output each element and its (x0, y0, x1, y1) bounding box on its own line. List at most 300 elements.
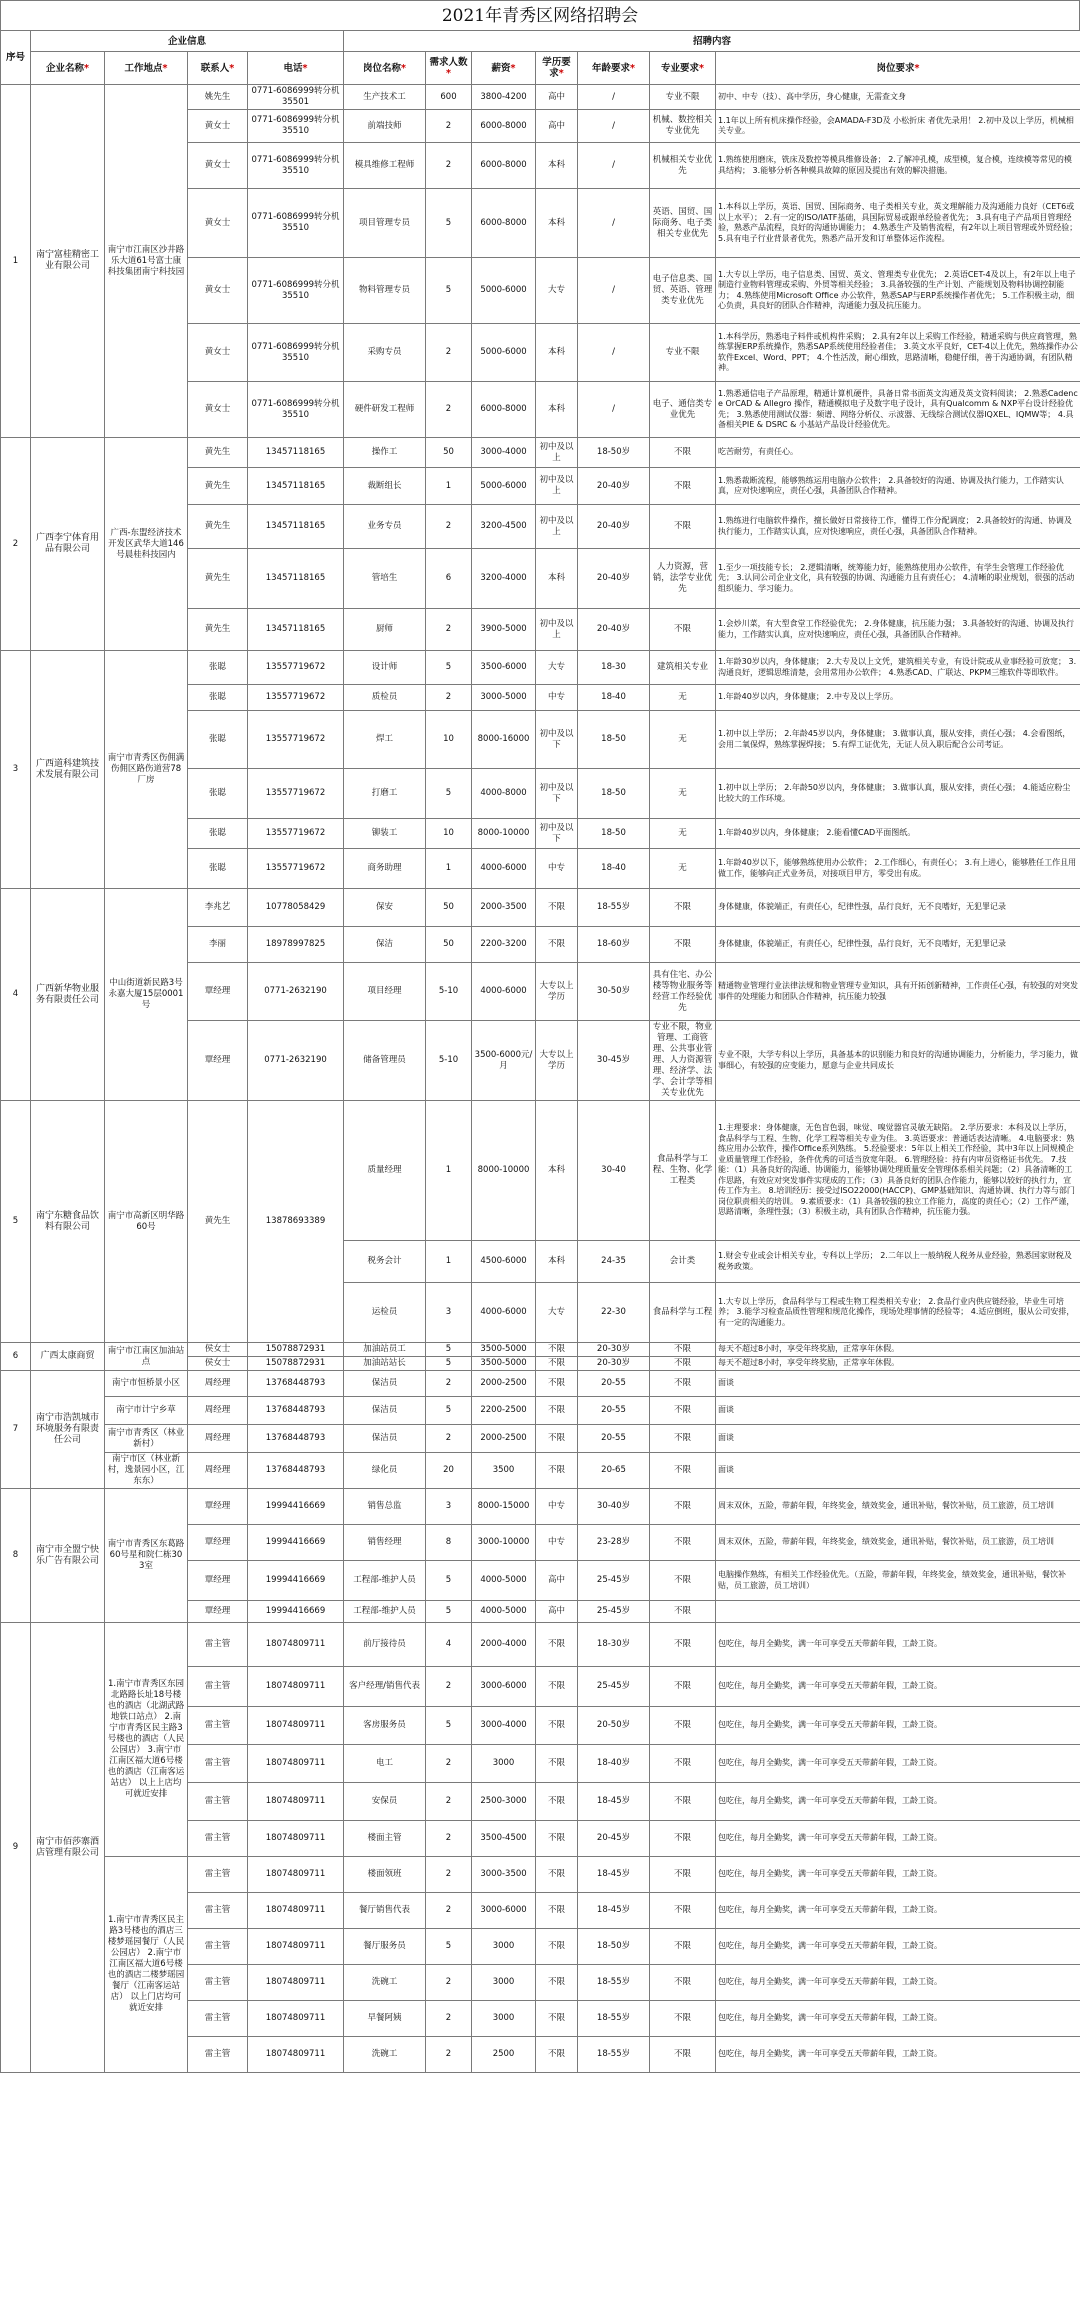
job-requirements: 身体健康，体貌端正，有责任心，纪律性强，品行良好，无不良嗜好，无犯罪记录 (716, 927, 1080, 963)
education-requirement: 高中 (536, 1561, 578, 1601)
table-row (1, 85, 1080, 110)
contact-person: 黄先生 (188, 438, 248, 468)
job-requirements: 包吃住，每月全勤奖，满一年可享受五天带薪年假，工龄工资。 (716, 1667, 1080, 1707)
contact-person: 雷主管 (188, 1745, 248, 1783)
position-name: 质量经理 (344, 1101, 426, 1241)
salary: 4000-6000 (472, 1283, 536, 1343)
job-requirements: 包吃住，每月全勤奖，满一年可享受五天带薪年假，工龄工资。 (716, 1707, 1080, 1745)
headcount: 5 (426, 1561, 472, 1601)
job-requirements: 面谈 (716, 1425, 1080, 1453)
company-name: 广西李宁体育用品有限公司 (31, 438, 105, 651)
phone-number: 13457118165 (248, 468, 344, 505)
contact-person: 周经理 (188, 1371, 248, 1397)
contact-person: 雷主管 (188, 1821, 248, 1857)
salary: 2000-4000 (472, 1623, 536, 1667)
headcount: 5 (426, 1929, 472, 1965)
phone-number: 18074809711 (248, 1623, 344, 1667)
company-name: 南宁市浩凯城市环境服务有限责任公司 (31, 1371, 105, 1489)
serial-header: 序号 (1, 31, 31, 85)
education-requirement: 高中 (536, 110, 578, 143)
contact-person: 覃经理 (188, 1561, 248, 1601)
education-requirement: 不限 (536, 1707, 578, 1745)
salary: 5000-6000 (472, 258, 536, 324)
education-requirement: 不限 (536, 1821, 578, 1857)
major-requirement: 不限 (650, 1453, 716, 1489)
phone-number: 18074809711 (248, 1707, 344, 1745)
contact-person: 周经理 (188, 1453, 248, 1489)
table-row (1, 1101, 1080, 1241)
col-requirements: 岗位要求* (716, 52, 1080, 85)
age-requirement: 18-60岁 (578, 927, 650, 963)
job-requirements: 1.会炒川菜，有大型食堂工作经验优先； 2.身体健康，抗压能力强； 3.具备较好的沟通、协调及执行能力，工作踏实认真，应对快速响应，责任心强，具备团队合作精神。 (716, 609, 1080, 651)
phone-number: 0771-6086999转分机35510 (248, 110, 344, 143)
position-name: 洗碗工 (344, 1965, 426, 2001)
col-salary: 薪资* (472, 52, 536, 85)
job-requirements: 包吃住，每月全勤奖，满一年可享受五天带薪年假，工龄工资。 (716, 2001, 1080, 2037)
age-requirement: / (578, 143, 650, 189)
salary: 3000 (472, 1745, 536, 1783)
education-requirement: 大专 (536, 1283, 578, 1343)
position-name: 楼面主管 (344, 1821, 426, 1857)
education-requirement: 大专以上学历 (536, 1021, 578, 1101)
contact-person: 黄先生 (188, 505, 248, 549)
major-requirement: 人力资源，营销，法学专业优先 (650, 549, 716, 609)
job-requirements: 吃苦耐劳，有责任心。 (716, 438, 1080, 468)
position-name: 采购专员 (344, 324, 426, 382)
phone-number: 19994416669 (248, 1601, 344, 1623)
major-requirement: 机械相关专业优先 (650, 143, 716, 189)
position-name: 裁断组长 (344, 468, 426, 505)
phone-number: 13557719672 (248, 819, 344, 849)
age-requirement: 20-30岁 (578, 1343, 650, 1357)
phone-number: 13878693389 (248, 1101, 344, 1343)
education-requirement: 初中及以上 (536, 468, 578, 505)
salary: 3000-4000 (472, 438, 536, 468)
table-row (1, 1371, 1080, 1397)
position-name: 客户经理/销售代表 (344, 1667, 426, 1707)
education-requirement: 大专以上学历 (536, 963, 578, 1021)
phone-number: 13768448793 (248, 1425, 344, 1453)
work-location: 1.南宁市青秀区民主路3号楼也的酒店三楼梦瑶园餐厅（人民公园店） 2.南宁市江南区福大道6号楼也的酒店二楼梦瑶园餐厅（江南客运站店） 以上门店均可就近安排 (105, 1857, 188, 2073)
work-location: 南宁市恒桥景小区 (105, 1371, 188, 1397)
table-row (1, 651, 1080, 685)
age-requirement: 20-55 (578, 1371, 650, 1397)
position-name: 销售总监 (344, 1489, 426, 1525)
work-location: 中山街道新民路3号永嘉大厦15层0001号 (105, 889, 188, 1101)
recruitment-table (0, 30, 1080, 2073)
education-requirement: 初中及以下 (536, 711, 578, 769)
age-requirement: 18-55岁 (578, 2001, 650, 2037)
contact-person: 雷主管 (188, 1893, 248, 1929)
age-requirement: 20-40岁 (578, 609, 650, 651)
salary: 3200-4500 (472, 505, 536, 549)
position-name: 业务专员 (344, 505, 426, 549)
position-name: 前厅接待员 (344, 1623, 426, 1667)
contact-person: 雷主管 (188, 1965, 248, 2001)
headcount: 1 (426, 849, 472, 889)
age-requirement: 18-50岁 (578, 1929, 650, 1965)
major-requirement: 英语、国贸、国际商务、电子类相关专业优先 (650, 189, 716, 258)
headcount: 50 (426, 438, 472, 468)
table-row (1, 1857, 1080, 1893)
serial-number: 9 (1, 1623, 31, 2073)
education-requirement: 本科 (536, 382, 578, 438)
serial-number: 1 (1, 85, 31, 438)
position-name: 管培生 (344, 549, 426, 609)
work-location: 南宁市计宁乡草 (105, 1397, 188, 1425)
position-name: 工程部-维护人员 (344, 1561, 426, 1601)
position-name: 焊工 (344, 711, 426, 769)
work-location: 1.南宁市青秀区东园北路路长址18号楼也的酒店（北湖武路地铁口站点） 2.南宁市青秀区民主路3号楼也的酒店（人民公园店） 3.南宁市江南区福大道6号楼也的酒店（江南客运站店） 以上上店均可就近安排 (105, 1623, 188, 1857)
col-education: 学历要求* (536, 52, 578, 85)
headcount: 50 (426, 927, 472, 963)
position-name: 运检员 (344, 1283, 426, 1343)
job-requirements: 1.初中以上学历； 2.年龄45岁以内，身体健康； 3.做事认真，服从安排，责任心强； 4.会看图纸，会用二氧保焊，熟练掌握焊接； 5.有焊工证优先，无证人员入职后配合公司考证。 (716, 711, 1080, 769)
position-name: 项目管理专员 (344, 189, 426, 258)
column-header-row (1, 52, 1080, 85)
position-name: 楼面领班 (344, 1857, 426, 1893)
contact-person: 周经理 (188, 1425, 248, 1453)
education-requirement: 不限 (536, 2001, 578, 2037)
age-requirement: 20-40岁 (578, 468, 650, 505)
job-requirements: 1.熟悉裁断流程，能够熟练运用电脑办公软件； 2.具备较好的沟通、协调及执行能力，工作踏实认真，应对快速响应，责任心强，具备团队合作精神。 (716, 468, 1080, 505)
contact-person: 覃经理 (188, 1601, 248, 1623)
headcount: 5 (426, 1707, 472, 1745)
major-requirement: 不限 (650, 1397, 716, 1425)
salary: 5000-6000 (472, 468, 536, 505)
phone-number: 13457118165 (248, 438, 344, 468)
major-requirement: 不限 (650, 1601, 716, 1623)
education-requirement: 本科 (536, 324, 578, 382)
table-row (1, 438, 1080, 468)
salary: 4000-6000 (472, 849, 536, 889)
job-requirements: 周末双休，五险，带薪年假，年终奖金，绩效奖金，通讯补贴，餐饮补贴，员工旅游，员工培训 (716, 1489, 1080, 1525)
contact-person: 黄先生 (188, 609, 248, 651)
job-requirements: 包吃住，每月全勤奖，满一年可享受五天带薪年假，工龄工资。 (716, 1783, 1080, 1821)
major-requirement: 不限 (650, 2001, 716, 2037)
table-body (1, 85, 1080, 2073)
position-name: 模具维修工程师 (344, 143, 426, 189)
phone-number: 10778058429 (248, 889, 344, 927)
headcount: 50 (426, 889, 472, 927)
job-requirements: 1.初中以上学历； 2.年龄50岁以内，身体健康； 3.做事认真，服从安排，责任心强； 4.能适应粉尘比较大的工作环境。 (716, 769, 1080, 819)
company-name: 南宁富桂精密工业有限公司 (31, 85, 105, 438)
age-requirement: 18-50岁 (578, 438, 650, 468)
job-requirements: 每天不超过8小时，享受年终奖励，正常享年休假。 (716, 1357, 1080, 1371)
salary: 8000-16000 (472, 711, 536, 769)
work-location: 南宁市青秀区伤佣满伤佣区路伤道营78厂房 (105, 651, 188, 889)
headcount: 5 (426, 1343, 472, 1357)
serial-number: 7 (1, 1371, 31, 1489)
contact-person: 张聪 (188, 849, 248, 889)
headcount: 5 (426, 769, 472, 819)
phone-number: 0771-6086999转分机35510 (248, 258, 344, 324)
age-requirement: 18-55岁 (578, 889, 650, 927)
position-name: 硬件研发工程师 (344, 382, 426, 438)
serial-number: 3 (1, 651, 31, 889)
work-location: 南宁市区（林业新村，逸景园小区，江东东） (105, 1453, 188, 1489)
job-requirements: 包吃住，每月全勤奖，满一年可享受五天带薪年假，工龄工资。 (716, 1893, 1080, 1929)
education-requirement: 高中 (536, 85, 578, 110)
major-requirement: 无 (650, 849, 716, 889)
job-requirements: 专业不限，大学专科以上学历，具备基本的识别能力和良好的沟通协调能力，分析能力，学习能力，做事细心，有较强的应变能力，愿意与企业共同成长 (716, 1021, 1080, 1101)
major-requirement: 不限 (650, 1783, 716, 1821)
education-requirement: 高中 (536, 1601, 578, 1623)
headcount: 2 (426, 1783, 472, 1821)
contact-person: 黄女士 (188, 189, 248, 258)
education-requirement: 不限 (536, 1357, 578, 1371)
headcount: 10 (426, 819, 472, 849)
job-requirements: 1.至少一项技能专长； 2.逻辑清晰，统筹能力好，能熟练使用办公软件，有学生会管理工作经验优先； 3.认同公司企业文化，具有较强的协调、沟通能力且有责任心； 4.清晰的职业规划，很强的活动组织能力、学习能力。 (716, 549, 1080, 609)
salary: 2000-2500 (472, 1371, 536, 1397)
phone-number: 15078872931 (248, 1343, 344, 1357)
phone-number: 13557719672 (248, 685, 344, 711)
education-requirement: 本科 (536, 189, 578, 258)
table-row (1, 889, 1080, 927)
salary: 4000-5000 (472, 1601, 536, 1623)
phone-number: 18978997825 (248, 927, 344, 963)
position-name: 保安 (344, 889, 426, 927)
position-name: 客房服务员 (344, 1707, 426, 1745)
position-name: 储备管理员 (344, 1021, 426, 1101)
salary: 2200-3200 (472, 927, 536, 963)
education-requirement: 不限 (536, 1929, 578, 1965)
phone-number: 0771-6086999转分机35501 (248, 85, 344, 110)
work-location: 南宁市江南区沙井路乐大道61号富士康科技集团南宁科技园 (105, 85, 188, 438)
contact-person: 黄女士 (188, 258, 248, 324)
position-name: 生产技术工 (344, 85, 426, 110)
col-location: 工作地点* (105, 52, 188, 85)
salary: 4000-8000 (472, 769, 536, 819)
serial-number: 8 (1, 1489, 31, 1623)
major-requirement: 专业不限 (650, 324, 716, 382)
education-requirement: 不限 (536, 1453, 578, 1489)
job-requirements: 身体健康，体貌端正，有责任心，纪律性强，品行良好，无不良嗜好，无犯罪记录 (716, 889, 1080, 927)
major-requirement: 不限 (650, 1893, 716, 1929)
contact-person: 雷主管 (188, 2001, 248, 2037)
education-requirement: 不限 (536, 1965, 578, 2001)
major-requirement: 不限 (650, 1667, 716, 1707)
age-requirement: 18-45岁 (578, 1893, 650, 1929)
headcount: 4 (426, 1623, 472, 1667)
contact-person: 李丽 (188, 927, 248, 963)
position-name: 保洁员 (344, 1397, 426, 1425)
major-requirement: 食品科学与工程、生物、化学工程类 (650, 1101, 716, 1241)
age-requirement: / (578, 382, 650, 438)
education-requirement: 中专 (536, 849, 578, 889)
job-requirements: 1.主理要求：身体健康，无色盲色弱，味觉、嗅觉器官灵敏无缺陷。 2.学历要求：本科及以上学历，食品科学与工程、生物、化学工程等相关专业为佳。 3.英语要求：普通话表达清晰。 4.电脑要求：熟练应用办公软件，操作Office系列熟练。 5.经验要求：5年以上相关工作经验，其中3年以上同规模企业质量管理工作经验，条件优秀的可适当放宽年限。 6.管理经验：持有内审员资格证书优先。 7.技能：（1）具备良好的沟通、协调能力，能够协调处理质量安全管理体系相关问题；（2）具备清晰的工作思路，有效应对突发事件实现成的工作；（3）具备良好的团队合作能力，能够以较好的执行力，宣传工作为主。 8.培训经历：接受过ISO22000(HACCP)、GMP基础知识、沟通协调、执行力等与部门岗位职责相关的培训。 9.素质要求：（1）具备较强的独立工作能力，高度的责任心；（2）工作严谨，思路清晰，条理性强；（3）积极主动，具有团队合作精神，抗压能力强。 (716, 1101, 1080, 1241)
major-requirement: 不限 (650, 505, 716, 549)
age-requirement: 22-30 (578, 1283, 650, 1343)
col-contact: 联系人* (188, 52, 248, 85)
age-requirement: 18-50 (578, 711, 650, 769)
headcount: 2 (426, 1425, 472, 1453)
contact-person: 姚先生 (188, 85, 248, 110)
sheet-title: 2021年青秀区网络招聘会 (0, 0, 1080, 30)
table-row (1, 1453, 1080, 1489)
salary: 3500-4500 (472, 1821, 536, 1857)
headcount: 2 (426, 382, 472, 438)
major-requirement: 不限 (650, 1343, 716, 1357)
education-requirement: 初中及以上 (536, 438, 578, 468)
salary: 2500-3000 (472, 1783, 536, 1821)
age-requirement: 18-55岁 (578, 1965, 650, 2001)
salary: 2000-2500 (472, 1425, 536, 1453)
age-requirement: 30-40 (578, 1101, 650, 1241)
education-requirement: 初中及以上 (536, 505, 578, 549)
work-location: 南宁市青秀区（林业新村） (105, 1425, 188, 1453)
job-requirements (716, 1601, 1080, 1623)
job-requirements: 包吃住，每月全勤奖，满一年可享受五天带薪年假，工龄工资。 (716, 1929, 1080, 1965)
company-name: 广西太康商贸 (31, 1343, 105, 1371)
headcount: 5 (426, 258, 472, 324)
position-name: 操作工 (344, 438, 426, 468)
headcount: 5 (426, 1601, 472, 1623)
age-requirement: 18-45岁 (578, 1857, 650, 1893)
age-requirement: 25-45岁 (578, 1667, 650, 1707)
age-requirement: / (578, 85, 650, 110)
job-requirements: 1.熟练使用磨床，铣床及数控等模具维修设备； 2.了解冲孔模，成型模，复合模，连续模等常见的模具结构； 3.能够分析各种模具故障的原因及提出有效的解决措施。 (716, 143, 1080, 189)
education-requirement: 不限 (536, 1371, 578, 1397)
major-requirement: 无 (650, 685, 716, 711)
age-requirement: / (578, 324, 650, 382)
position-name: 厨师 (344, 609, 426, 651)
phone-number: 13557719672 (248, 711, 344, 769)
contact-person: 周经理 (188, 1397, 248, 1425)
education-requirement: 不限 (536, 1425, 578, 1453)
headcount: 2 (426, 1857, 472, 1893)
company-name: 南宁东糖食品饮料有限公司 (31, 1101, 105, 1343)
age-requirement: 24-35 (578, 1241, 650, 1283)
phone-number: 0771-6086999转分机35510 (248, 143, 344, 189)
education-requirement: 不限 (536, 1623, 578, 1667)
major-requirement: 不限 (650, 1745, 716, 1783)
salary: 8000-10000 (472, 819, 536, 849)
job-requirements: 1.熟练进行电脑软件操作，擅长做好日常接待工作，懂得工作分配调度； 2.具备较好的沟通、协调及执行能力，工作踏实认真，应对快速响应，责任心强，具备团队合作精神。 (716, 505, 1080, 549)
job-requirements: 初中、中专（技）、高中学历，身心健康，无需查文身 (716, 85, 1080, 110)
contact-person: 雷主管 (188, 1857, 248, 1893)
contact-person: 黄女士 (188, 110, 248, 143)
contact-person: 黄女士 (188, 382, 248, 438)
education-requirement: 大专 (536, 258, 578, 324)
headcount: 5 (426, 651, 472, 685)
salary: 3000-5000 (472, 685, 536, 711)
education-requirement: 不限 (536, 927, 578, 963)
contact-person: 张聪 (188, 819, 248, 849)
contact-person: 黄先生 (188, 468, 248, 505)
position-name: 销售经理 (344, 1525, 426, 1561)
headcount: 5-10 (426, 963, 472, 1021)
age-requirement: 18-55岁 (578, 2037, 650, 2073)
contact-person: 张聪 (188, 685, 248, 711)
job-requirements: 1.大专以上学历，电子信息类、国贸、英文、管理类专业优先； 2.英语CET-4及以上，有2年以上电子制造行业物料管理或采购、外贸等相关经验； 3.具备较强的生产计划、产能规划及物料协调控制能力； 4.熟练使用Microsoft Office 办公软件，熟悉SAP与ERP系统操作者优先； 5.工作积极主动，细心负责，具良好的团队合作精神，沟通能力强及抗压能力。 (716, 258, 1080, 324)
education-requirement: 本科 (536, 1101, 578, 1241)
salary: 3800-4200 (472, 85, 536, 110)
age-requirement: 23-28岁 (578, 1525, 650, 1561)
salary: 3500-5000 (472, 1357, 536, 1371)
education-requirement: 不限 (536, 1343, 578, 1357)
age-requirement: 18-40岁 (578, 1745, 650, 1783)
company-name: 广西新华物业服务有限责任公司 (31, 889, 105, 1101)
headcount: 1 (426, 1241, 472, 1283)
phone-number: 13768448793 (248, 1397, 344, 1425)
job-requirements: 包吃住，每月全勤奖，满一年可享受五天带薪年假，工龄工资。 (716, 1623, 1080, 1667)
contact-person: 覃经理 (188, 1021, 248, 1101)
job-requirements: 面谈 (716, 1453, 1080, 1489)
position-name: 保洁员 (344, 1371, 426, 1397)
age-requirement: 18-40 (578, 685, 650, 711)
serial-number: 4 (1, 889, 31, 1101)
job-requirements: 包吃住，每月全勤奖，满一年可享受五天带薪年假，工龄工资。 (716, 2037, 1080, 2073)
headcount: 2 (426, 143, 472, 189)
job-requirements: 1.本科学历，熟悉电子料件或机构件采购； 2.具有2年以上采购工作经验，精通采购与供应商管理，熟练掌握ERP系统操作，熟悉SAP系统使用经验者佳； 3.英文水平良好，CET-4以上优先，熟练操作办公软件Excel、Word、PPT； 4.个性活泼，耐心细致，思路清晰，稳健仔细，善于沟通协调，有团队精神。 (716, 324, 1080, 382)
major-requirement: 不限 (650, 1707, 716, 1745)
contact-person: 李兆艺 (188, 889, 248, 927)
phone-number: 0771-6086999转分机35510 (248, 324, 344, 382)
salary: 3000 (472, 1929, 536, 1965)
headcount: 10 (426, 711, 472, 769)
phone-number: 13557719672 (248, 769, 344, 819)
major-requirement: 不限 (650, 1357, 716, 1371)
salary: 3500-6000元/月 (472, 1021, 536, 1101)
job-requirements: 包吃住，每月全勤奖，满一年可享受五天带薪年假，工龄工资。 (716, 1821, 1080, 1857)
contact-person: 黄女士 (188, 143, 248, 189)
phone-number: 15078872931 (248, 1357, 344, 1371)
major-requirement: 不限 (650, 468, 716, 505)
major-requirement: 不限 (650, 1965, 716, 2001)
age-requirement: 18-50 (578, 819, 650, 849)
contact-person: 侯女士 (188, 1357, 248, 1371)
headcount: 2 (426, 1745, 472, 1783)
serial-number: 6 (1, 1343, 31, 1371)
major-requirement: 无 (650, 769, 716, 819)
age-requirement: 25-45岁 (578, 1561, 650, 1601)
headcount: 2 (426, 324, 472, 382)
phone-number: 18074809711 (248, 1783, 344, 1821)
major-requirement: 具有住宅、办公楼等物业服务等经营工作经验优先 (650, 963, 716, 1021)
contact-person: 黄女士 (188, 324, 248, 382)
phone-number: 0771-6086999转分机35510 (248, 382, 344, 438)
contact-person: 张聪 (188, 711, 248, 769)
work-location: 南宁市青秀区东葛路60号星和院仁栋303室 (105, 1489, 188, 1623)
contact-person: 雷主管 (188, 1623, 248, 1667)
education-requirement: 本科 (536, 549, 578, 609)
age-requirement: / (578, 110, 650, 143)
headcount: 2 (426, 110, 472, 143)
phone-number: 18074809711 (248, 1893, 344, 1929)
headcount: 2 (426, 1821, 472, 1857)
major-requirement: 不限 (650, 1525, 716, 1561)
table-row (1, 1397, 1080, 1425)
major-requirement: 食品科学与工程 (650, 1283, 716, 1343)
education-requirement: 中专 (536, 1489, 578, 1525)
job-requirements: 1.大专以上学历，食品科学与工程或生物工程类相关专业； 2.食品行业内供应链经验，毕业生可培养； 3.能学习检查品质性管理和规范化操作，现场处理事情的经验等； 4.适应倒班，服从公司安排，有一定的沟通能力。 (716, 1283, 1080, 1343)
education-requirement: 本科 (536, 1241, 578, 1283)
job-requirements: 面谈 (716, 1397, 1080, 1425)
phone-number: 18074809711 (248, 1745, 344, 1783)
salary: 3500-5000 (472, 1343, 536, 1357)
contact-person: 侯女士 (188, 1343, 248, 1357)
job-requirements: 1.1年以上所有机床操作经验，会AMADA-F3D及 小松折床 者优先录用！ 2.初中及以上学历，机械相关专业。 (716, 110, 1080, 143)
major-requirement: 无 (650, 819, 716, 849)
age-requirement: 18-50 (578, 769, 650, 819)
headcount: 1 (426, 468, 472, 505)
salary: 3000-6000 (472, 1893, 536, 1929)
salary: 3000-3500 (472, 1857, 536, 1893)
headcount: 2 (426, 1965, 472, 2001)
position-name: 税务会计 (344, 1241, 426, 1283)
col-position: 岗位名称* (344, 52, 426, 85)
